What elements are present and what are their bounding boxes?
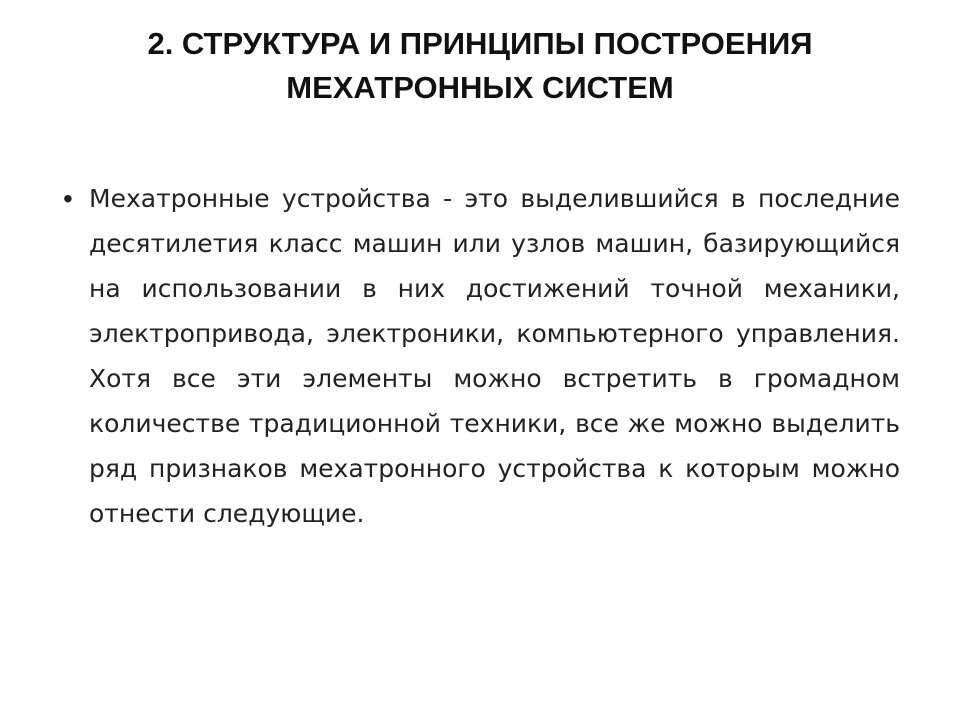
bullet-list	[60, 176, 900, 536]
bullet-text: Мехатронные устройства - это выделившийся в последние десятилетия класс машин или узлов машин, базирующийся на использовании в них достижений точной механики, электропривода, электроники, компьютерного управления. Хотя все эти элементы можно встретить в громадном количестве традиционной техники, все же можно выделить ряд признаков мехатронного устройства к которым можно отнести следующие.	[89, 184, 900, 528]
bullet-marker: •	[63, 183, 73, 214]
slide-title-line-2: МЕХАТРОННЫХ СИСТЕМ	[286, 70, 674, 105]
slide-title-line-1: 2. СТРУКТУРА И ПРИНЦИПЫ ПОСТРОЕНИЯ	[147, 26, 813, 61]
bullet-item	[60, 176, 900, 536]
slide-title	[60, 22, 900, 110]
